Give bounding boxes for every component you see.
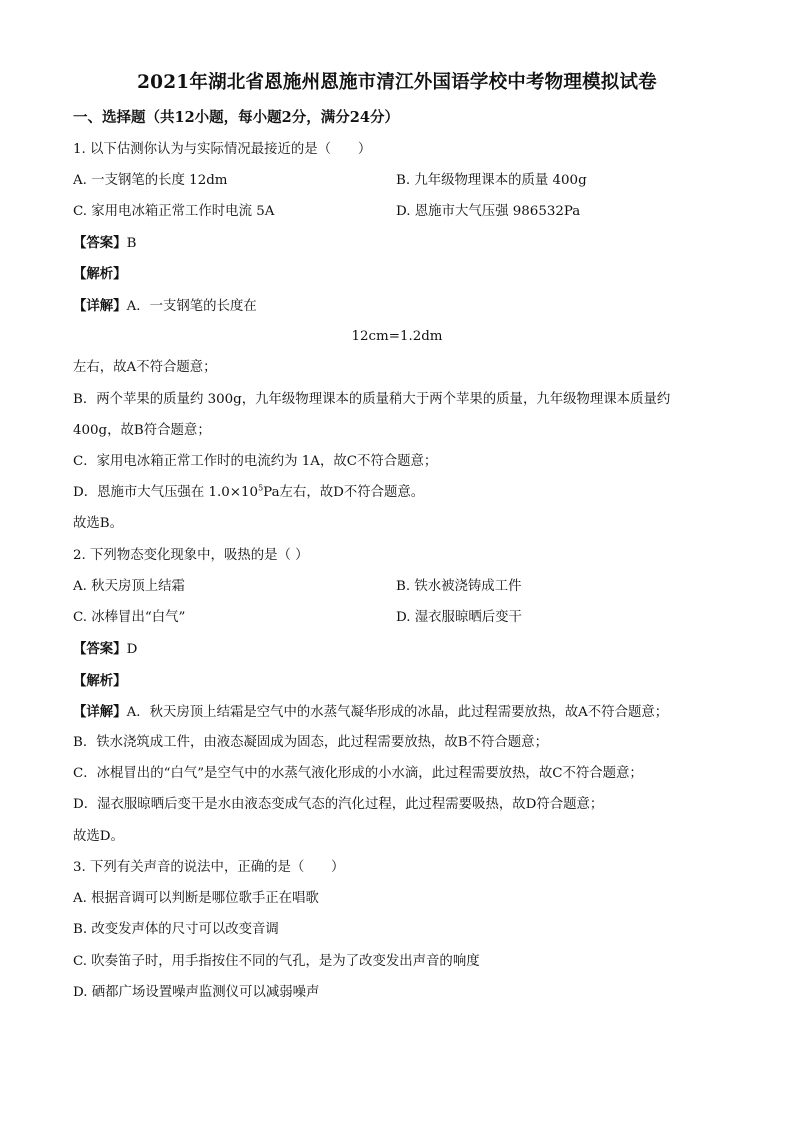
- question-1-detail-line-d: [73, 483, 424, 503]
- question-1-option-a: A. 一支钢笔的长度 12dm: [73, 173, 228, 188]
- detail-text: A．秋天房顶上结霜是空气中的水蒸气凝华形成的冰晶，此过程需要放热，故A不符合题意；: [126, 705, 669, 720]
- detail-tag: 【详解】: [73, 298, 127, 314]
- question-3-option-d: D. 硒都广场设置噪声监测仪可以减弱噪声: [73, 985, 320, 1000]
- question-2-stem: 2. 下列物态变化现象中，吸热的是（ ）: [73, 548, 309, 563]
- question-3-option-b: B. 改变发声体的尺寸可以改变音调: [73, 922, 279, 937]
- question-2-conclusion: 故选D。: [73, 829, 124, 844]
- question-1-conclusion: 故选B。: [73, 516, 124, 531]
- question-2-detail-line: B．铁水浇筑成工件，由液态凝固成为固态，此过程需要放热，故B不符合题意；: [73, 735, 548, 750]
- question-2-option-c: C. 冰棒冒出“白气”: [73, 610, 186, 625]
- question-1-option-d: D. 恩施市大气压强 986532Pa: [396, 204, 581, 219]
- question-2-detail: [73, 702, 668, 723]
- question-1-option-c: C. 家用电冰箱正常工作时电流 5A: [73, 204, 275, 219]
- answer-value: B: [126, 236, 137, 251]
- question-3-option-c: C. 吹奏笛子时，用手指按住不同的气孔，是为了改变发出声音的响度: [73, 954, 480, 969]
- question-2-option-a: A. 秋天房顶上结霜: [73, 579, 185, 594]
- detail-d-suffix: Pa左右，故D不符合题意。: [263, 485, 425, 500]
- question-1-stem: 1. 以下估测你认为与实际情况最接近的是（ ）: [73, 142, 372, 157]
- question-2-option-b: B. 铁水被浇铸成工件: [396, 579, 522, 594]
- question-1-answer: [73, 233, 136, 254]
- section-heading: 一、选择题（共12小题，每小题2分，满分24分）: [73, 109, 399, 126]
- detail-d-prefix: D．恩施市大气压强在 1.0×10: [73, 485, 259, 500]
- question-1-analysis-tag: 【解析】: [73, 266, 127, 282]
- detail-tag: 【详解】: [73, 704, 127, 720]
- question-1-detail-line: B．两个苹果的质量约 300g，九年级物理课本的质量稍大于两个苹果的质量，九年级物理课本质量约: [73, 392, 671, 407]
- detail-text: A．一支钢笔的长度在: [126, 299, 257, 314]
- question-1-detail-line: C．家用电冰箱正常工作时的电流约为 1A，故C不符合题意；: [73, 454, 438, 469]
- answer-tag: 【答案】: [73, 235, 127, 251]
- question-2-detail-line: D．湿衣服晾晒后变干是水由液态变成气态的汽化过程，此过程需要吸热，故D符合题意；: [73, 797, 604, 812]
- question-1-detail: [73, 296, 257, 317]
- question-2-option-d: D. 湿衣服晾晒后变干: [396, 610, 522, 625]
- question-1-detail-line: 400g，故B符合题意；: [73, 423, 211, 438]
- page-title: 2021年湖北省恩施州恩施市清江外国语学校中考物理模拟试卷: [137, 72, 657, 93]
- question-3-option-a: A. 根据音调可以判断是哪位歌手正在唱歌: [73, 891, 319, 906]
- question-1-option-b: B. 九年级物理课本的质量 400g: [396, 173, 587, 188]
- question-2-analysis-tag: 【解析】: [73, 673, 127, 689]
- question-2-detail-line: C．冰棍冒出的“白气”是空气中的水蒸气液化形成的小水滴，此过程需要放热，故C不符合题意；: [73, 766, 643, 781]
- question-1-detail-line: 左右，故A不符合题意；: [73, 360, 217, 375]
- detail-d-exponent: 5: [258, 483, 264, 493]
- question-1-equation: 12cm=1.2dm: [351, 329, 443, 344]
- answer-tag: 【答案】: [73, 641, 127, 657]
- question-2-answer: [73, 639, 137, 660]
- question-3-stem: 3. 下列有关声音的说法中，正确的是（ ）: [73, 860, 345, 875]
- answer-value: D: [126, 642, 138, 657]
